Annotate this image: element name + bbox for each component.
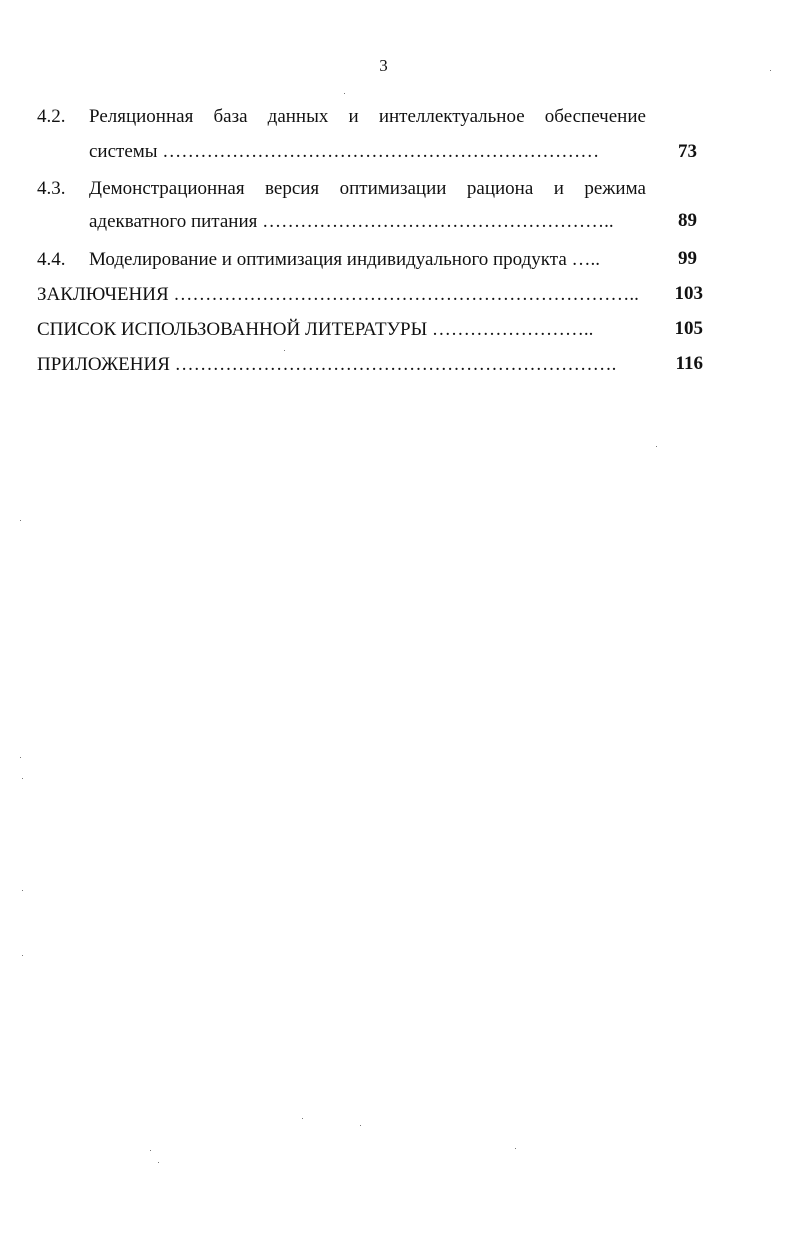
toc-word: рациона <box>466 178 534 199</box>
toc-page-ref: 103 <box>674 283 703 304</box>
scan-speck <box>150 1150 151 1151</box>
toc-entry-title <box>89 106 646 128</box>
scan-speck <box>302 1118 303 1119</box>
toc-page-ref: 105 <box>674 318 703 339</box>
scan-speck <box>284 350 285 351</box>
toc-word: Демонстрационная <box>89 178 245 199</box>
toc-word: интеллектуальное <box>378 106 525 127</box>
toc-word: оптимизации <box>339 178 447 199</box>
scan-speck <box>344 93 345 94</box>
scan-speck <box>20 520 21 521</box>
toc-word: база <box>213 106 248 127</box>
toc-word: и <box>348 106 359 127</box>
toc-word: данных <box>267 106 329 127</box>
toc-entry-number: 4.4. <box>37 249 66 270</box>
toc-entry-title <box>89 178 646 200</box>
toc-entry-number: 4.2. <box>37 106 66 127</box>
scan-speck <box>22 890 23 891</box>
toc-entry-title: СПИСОК ИСПОЛЬЗОВАННОЙ ЛИТЕРАТУРЫ …………………….. <box>37 319 594 340</box>
scan-speck <box>515 1148 516 1149</box>
toc-entry-title: ЗАКЛЮЧЕНИЯ ……………………………………………………………….. <box>37 284 639 305</box>
scan-speck <box>20 757 21 758</box>
toc-page-ref: 99 <box>678 248 697 269</box>
toc-page-ref: 89 <box>678 210 697 231</box>
table-of-contents <box>0 0 797 400</box>
scan-speck <box>22 955 23 956</box>
toc-entry-title: ПРИЛОЖЕНИЯ ……………………………………………………………. <box>37 354 617 375</box>
scan-speck <box>158 1162 159 1163</box>
toc-entry-number: 4.3. <box>37 178 66 199</box>
scan-speck <box>656 446 657 447</box>
toc-page-ref: 73 <box>678 141 697 162</box>
toc-entry-title: Моделирование и оптимизация индивидуального продукта ….. <box>89 249 601 270</box>
scan-speck <box>770 70 771 71</box>
toc-entry-title-continuation: адекватного питания ……………………………………………….. <box>89 211 614 232</box>
toc-word: Реляционная <box>89 106 194 127</box>
page-number: 3 <box>379 56 388 75</box>
toc-word: версия <box>265 178 320 199</box>
toc-entry-title-continuation: системы …………………………………………………………… <box>89 141 600 162</box>
scan-speck <box>22 778 23 779</box>
toc-word: обеспечение <box>544 106 646 127</box>
scan-speck <box>360 1125 361 1126</box>
toc-page-ref: 116 <box>675 353 703 374</box>
toc-word: режима <box>584 178 646 199</box>
toc-word: и <box>553 178 564 199</box>
